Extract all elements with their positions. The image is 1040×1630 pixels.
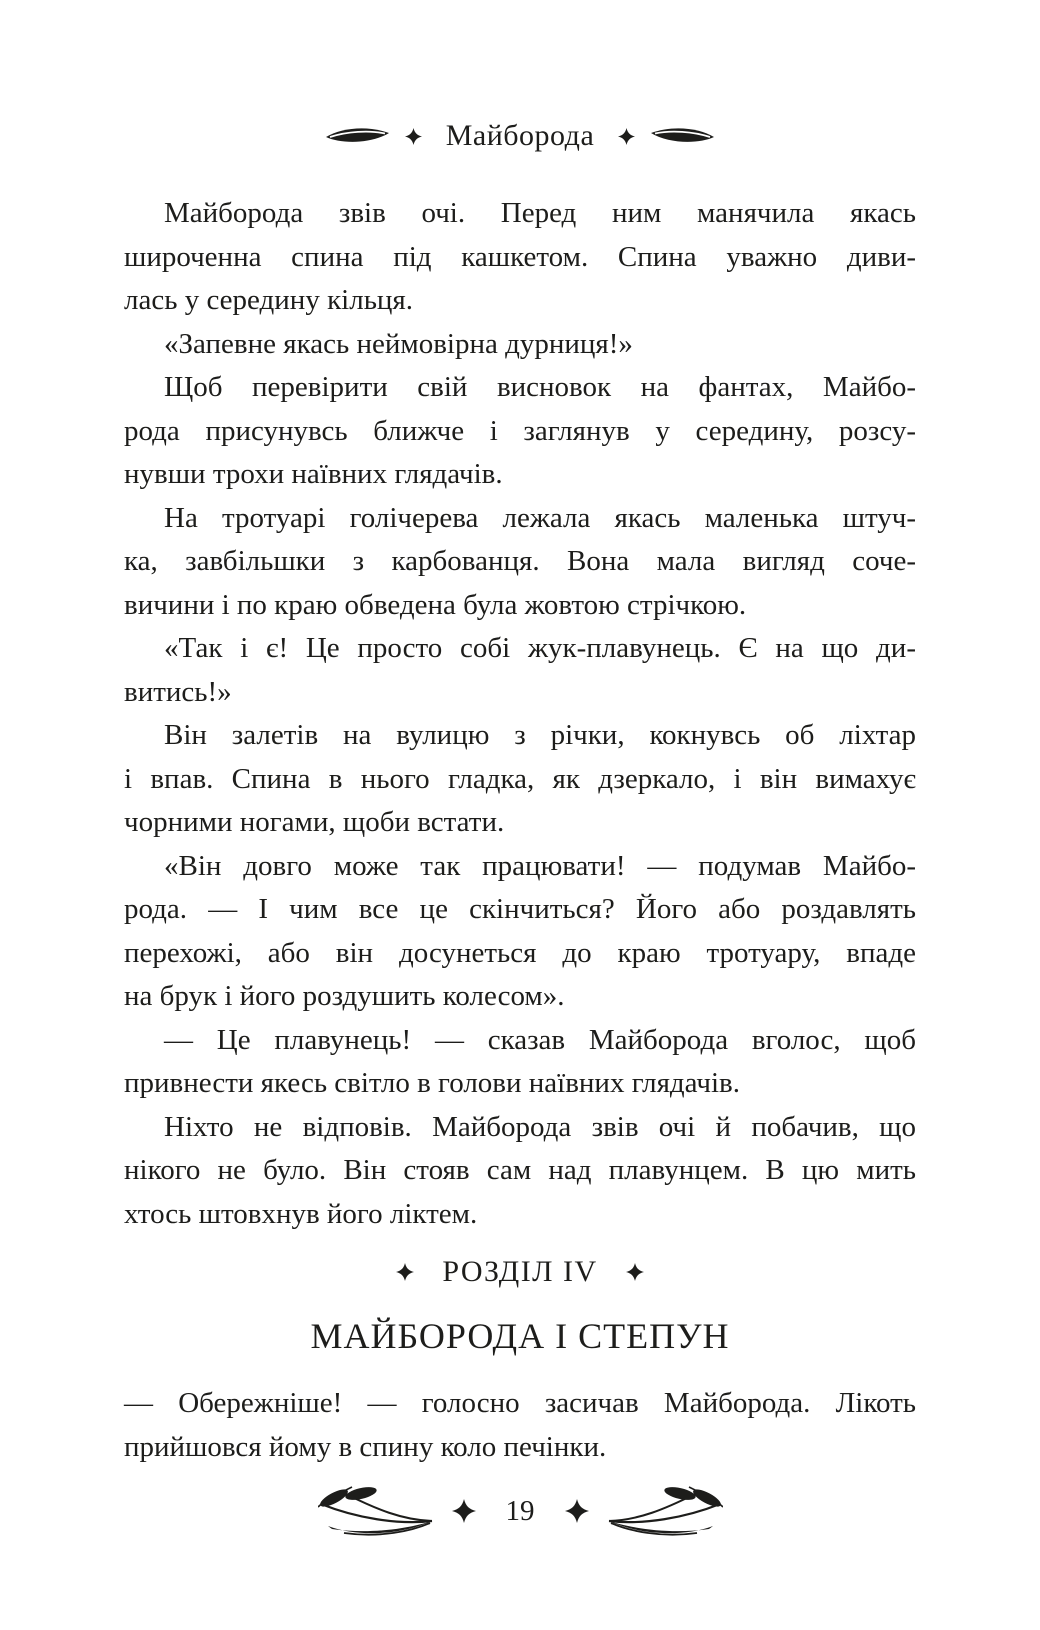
text-line: «Запевне якась неймовірна дурниця!» [164, 327, 633, 360]
text-line: рода. — І чим все це скінчиться? Його або роздавлять [124, 893, 916, 925]
body-text [124, 192, 916, 1236]
paragraph [124, 1382, 916, 1469]
text-line: широченна спина під кашкетом. Спина уважно диви- [124, 240, 916, 273]
text-line: нувши трохи наївних глядачів. [124, 458, 503, 490]
text-line: на брук і його роздушить колесом». [124, 980, 565, 1012]
chapter-title: МАЙБОРОДА І СТЕПУН [310, 1316, 730, 1356]
text-line: рода присунувсь ближче і заглянув у середину, розсу- [124, 414, 916, 447]
paragraph [124, 366, 916, 497]
paragraph [124, 497, 916, 628]
four-point-star-icon [618, 128, 635, 145]
text-line: На тротуарі голічерева лежала якась маленька штуч- [164, 501, 916, 534]
text-line: прийшовся йому в спину коло печінки. [124, 1430, 607, 1463]
chapter-heading [0, 1252, 1040, 1358]
four-point-star-icon [626, 1263, 644, 1281]
leaf-ornament-left-icon [325, 125, 391, 147]
paragraph [124, 192, 916, 323]
paragraph [124, 323, 916, 367]
running-header-title: Майборода [445, 119, 595, 152]
page-footer [0, 1485, 1040, 1537]
running-header [0, 0, 1040, 156]
cattail-ornament-left-icon [318, 1485, 436, 1537]
chapter-kicker [0, 1252, 1040, 1292]
text-line: нікого не було. Він стояв сам над плавунцем. В цю мить [124, 1154, 916, 1186]
text-line: Майборода звів очі. Перед ним манячила якась [164, 197, 916, 229]
four-point-star-icon [565, 1499, 589, 1523]
paragraph [124, 714, 916, 845]
four-point-star-icon [405, 128, 422, 145]
text-line: ка, завбільшки з карбованця. Вона мала вигляд соче- [124, 545, 916, 577]
four-point-star-icon [452, 1499, 476, 1523]
text-line: «Він довго може так працювати! — подумав Майбо- [164, 849, 916, 882]
text-line: «Так і є! Це просто собі жук-плавунець. Є на що ди- [164, 632, 916, 664]
text-line: Ніхто не відповів. Майборода звів очі й побачив, що [164, 1110, 916, 1143]
text-line: вичини і по краю обведена була жовтою стрічкою. [124, 588, 747, 621]
text-line: чорними ногами, щоби встати. [124, 806, 505, 838]
paragraph [124, 1106, 916, 1237]
text-line: і впав. Спина в нього гладка, як дзеркало, і він вимахує [124, 762, 916, 795]
text-line: — Обережніше! — голосно засичав Майборода. Лікоть [124, 1387, 916, 1419]
chapter-opening-text [124, 1382, 916, 1469]
text-line: Він залетів на вулицю з річки, кокнувсь об ліхтар [164, 719, 916, 751]
text-line: лась у середину кільця. [124, 284, 414, 316]
leaf-ornament-right-icon [649, 125, 715, 147]
paragraph [124, 1019, 916, 1106]
cattail-ornament-right-icon [605, 1485, 723, 1537]
text-line: — Це плавунець! — сказав Майборода вголос, щоб [164, 1023, 916, 1056]
page-number: 19 [505, 1495, 535, 1527]
paragraph [124, 845, 916, 1019]
chapter-number: РОЗДІЛ IV [442, 1255, 598, 1288]
text-line: хтось штовхнув його ліктем. [124, 1197, 478, 1230]
paragraph [124, 627, 916, 714]
four-point-star-icon [396, 1263, 414, 1281]
text-line: витись!» [124, 675, 232, 708]
text-line: Щоб перевірити свій висновок на фантах, Майбо- [164, 371, 916, 403]
text-line: перехожі, або він досунеться до краю тротуару, впаде [124, 936, 916, 969]
text-line: привнести якесь світло в голови наївних глядачів. [124, 1067, 740, 1099]
